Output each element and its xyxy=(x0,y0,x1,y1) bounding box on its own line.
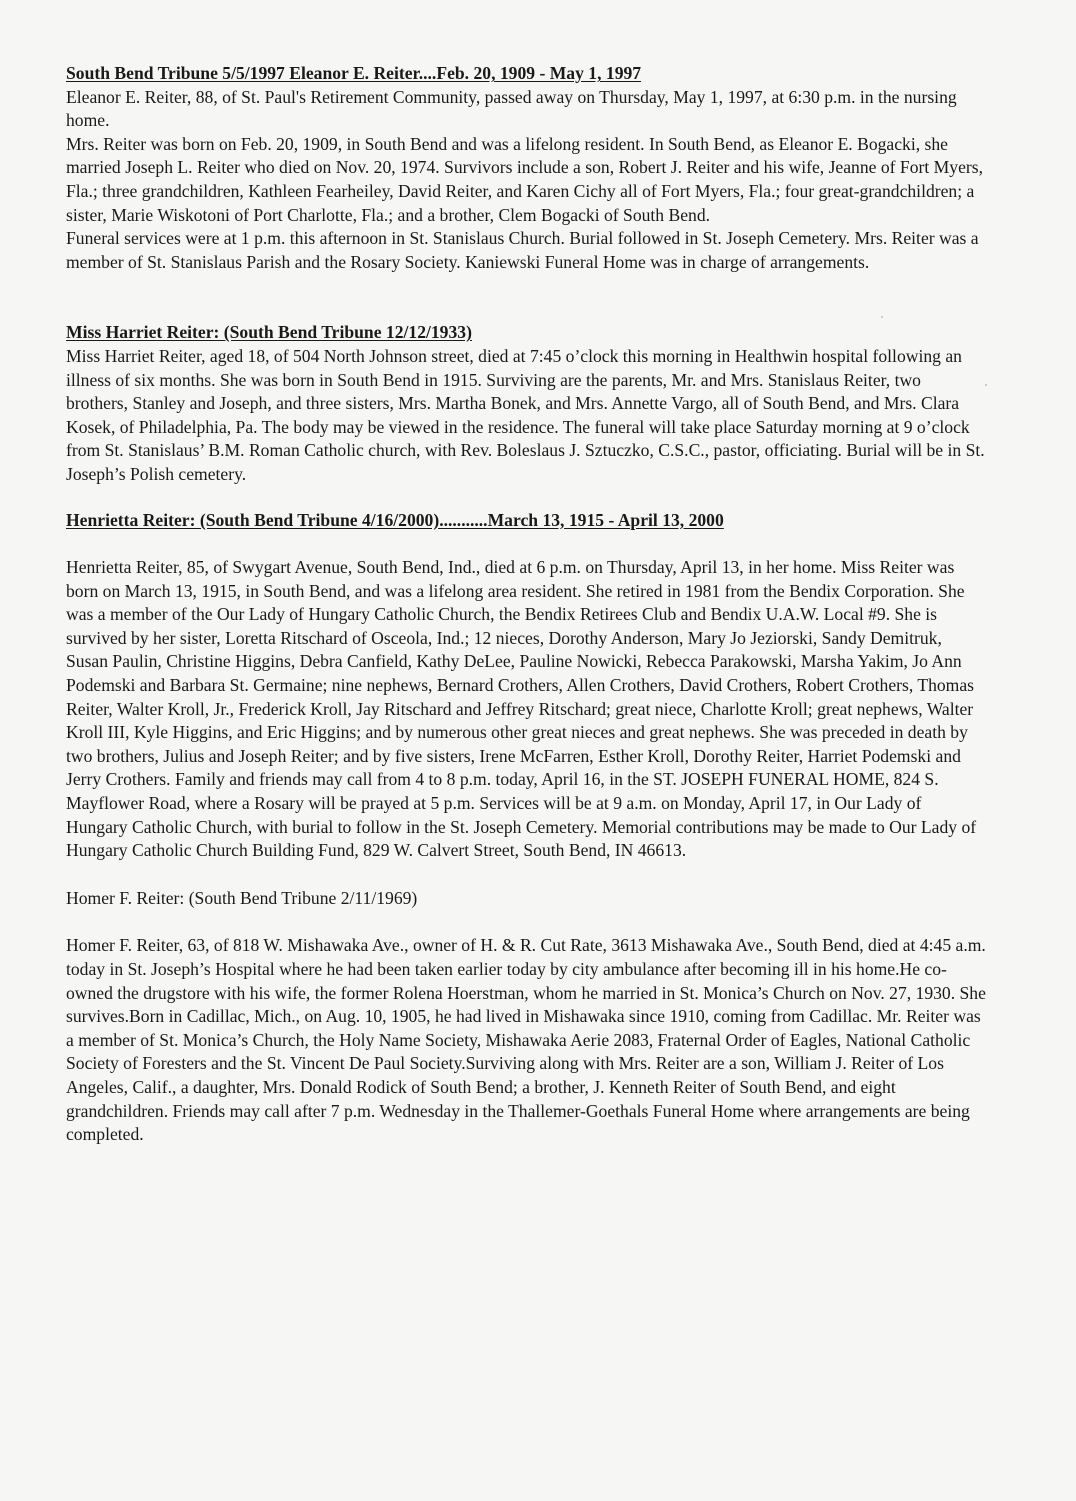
obituary-paragraph: Mrs. Reiter was born on Feb. 20, 1909, in South Bend and was a lifelong resident. In South Bend, as Eleanor E. Bogacki, she married Joseph L. Reiter who died on Nov. 20, 1974. Survivors include a son, Robert J. Reiter and his wife, Jeanne of Fort Myers, Fla.; three grandchildren, Kathleen Fearheiley, David Reiter, and Karen Cichy all of Fort Myers, Fla.; four great-grandchildren; a sister, Marie Wiskotoni of Port Charlotte, Fla.; and a brother, Clem Bogacki of South Bend. xyxy=(66,133,983,225)
obituary-paragraph: Funeral services were at 1 p.m. this afternoon in St. Stanislaus Church. Burial followed in St. Joseph Cemetery. Mrs. Reiter was a member of St. Stanislaus Parish and the Rosary Society. Kaniewski Funeral Home was in charge of arrangements. xyxy=(66,228,979,272)
obituary-harriet-reiter xyxy=(66,321,986,486)
obituary-paragraph: Homer F. Reiter, 63, of 818 W. Mishawaka Ave., owner of H. & R. Cut Rate, 3613 Mishawaka Ave., South Bend, died at 4:45 a.m. today in St. Joseph’s Hospital where he had been taken earlier today by city ambulance after becoming ill in his home.He co-owned the drugstore with his wife, the former Rolena Hoerstman, whom he married in St. Monica’s Church on Nov. 27, 1930. She survives.Born in Cadillac, Mich., on Aug. 10, 1905, he had lived in Mishawaka since 1910, coming from Cadillac. Mr. Reiter was a member of St. Monica’s Church, the Holy Name Society, Mishawaka Aerie 2083, Fraternal Order of Eagles, National Catholic Society of Foresters and the St. Vincent De Paul Society.Surviving along with Mrs. Reiter are a son, William J. Reiter of Los Angeles, Calif., a daughter, Mrs. Donald Rodick of South Bend; a brother, J. Kenneth Reiter of South Bend, and eight grandchildren. Friends may call after 7 p.m. Wednesday in the Thallemer-Goethals Funeral Home where arrangements are being completed. xyxy=(66,935,986,1145)
spacer xyxy=(66,487,986,509)
obituary-heading: Henrietta Reiter: (South Bend Tribune 4/16/2000)...........March 13, 1915 - April 13, 2000 xyxy=(66,509,724,530)
obituary-paragraph: Eleanor E. Reiter, 88, of St. Paul's Retirement Community, passed away on Thursday, May 1, 1997, at 6:30 p.m. in the nursing home. xyxy=(66,86,957,131)
obituary-eleanor-reiter xyxy=(66,62,986,274)
spacer xyxy=(66,274,986,321)
obituary-henrietta-reiter xyxy=(66,509,986,863)
spacer xyxy=(66,910,986,934)
spacer xyxy=(66,863,986,887)
obituary-homer-reiter xyxy=(66,887,986,1147)
obituary-heading: Miss Harriet Reiter: (South Bend Tribune 12/12/1933) xyxy=(66,322,472,343)
document-page xyxy=(66,62,986,1147)
obituary-heading: Homer F. Reiter: (South Bend Tribune 2/11/1969) xyxy=(66,887,418,908)
scan-speck xyxy=(881,316,883,318)
scan-speck xyxy=(985,384,987,386)
obituary-paragraph: Henrietta Reiter, 85, of Swygart Avenue, South Bend, Ind., died at 6 p.m. on Thursday, April 13, in her home. Miss Reiter was born on March 13, 1915, in South Bend, and was a lifelong area resident. She retired in 1981 from the Bendix Corporation. She was a member of the Our Lady of Hungary Catholic Church, the Bendix Retirees Club and Bendix U.A.W. Local #9. She is survived by her sister, Loretta Ritschard of Osceola, Ind.; 12 nieces, Dorothy Anderson, Mary Jo Jeziorski, Sandy Demitruk, Susan Paulin, Christine Higgins, Debra Canfield, Kathy DeLee, Pauline Nowicki, Rebecca Parakowski, Marsha Yakim, Jo Ann Podemski and Barbara St. Germaine; nine nephews, Bernard Crothers, Allen Crothers, David Crothers, Robert Crothers, Thomas Reiter, Walter Kroll, Jr., Frederick Kroll, Jay Ritschard and Jeffrey Ritschard; great niece, Charlotte Kroll; great nephews, Walter Kroll III, Kyle Higgins, and Eric Higgins; and by numerous other great nieces and great nephews. She was preceded in death by two brothers, Julius and Joseph Reiter; and by five sisters, Irene McFarren, Esther Kroll, Dorothy Reiter, Harriet Podemski and Jerry Crothers. Family and friends may call from 4 to 8 p.m. today, April 16, in the ST. JOSEPH FUNERAL HOME, 824 S. Mayflower Road, where a Rosary will be prayed at 5 p.m. Services will be at 9 a.m. on Monday, April 17, in Our Lady of Hungary Catholic Church, with burial to follow in the St. Joseph Cemetery. Memorial contributions may be made to Our Lady of Hungary Catholic Church Building Fund, 829 W. Calvert Street, South Bend, IN 46613. xyxy=(66,557,977,861)
obituary-heading: South Bend Tribune 5/5/1997 Eleanor E. Reiter....Feb. 20, 1909 - May 1, 1997 xyxy=(66,63,642,83)
spacer xyxy=(66,532,986,556)
obituary-paragraph: Miss Harriet Reiter, aged 18, of 504 North Johnson street, died at 7:45 o’clock this morning in Healthwin hospital following an illness of six months. She was born in South Bend in 1915. Surviving are the parents, Mr. and Mrs. Stanislaus Reiter, two brothers, Stanley and Joseph, and three sisters, Mrs. Martha Bonek, and Mrs. Annette Vargo, all of South Bend, and Mrs. Clara Kosek, of Philadelphia, Pa. The body may be viewed in the residence. The funeral will take place Saturday morning at 9 o’clock from St. Stanislaus’ B.M. Roman Catholic church, with Rev. Boleslaus J. Sztuczko, C.S.C., pastor, officiating. Burial will be in St. Joseph’s Polish cemetery. xyxy=(66,345,985,484)
